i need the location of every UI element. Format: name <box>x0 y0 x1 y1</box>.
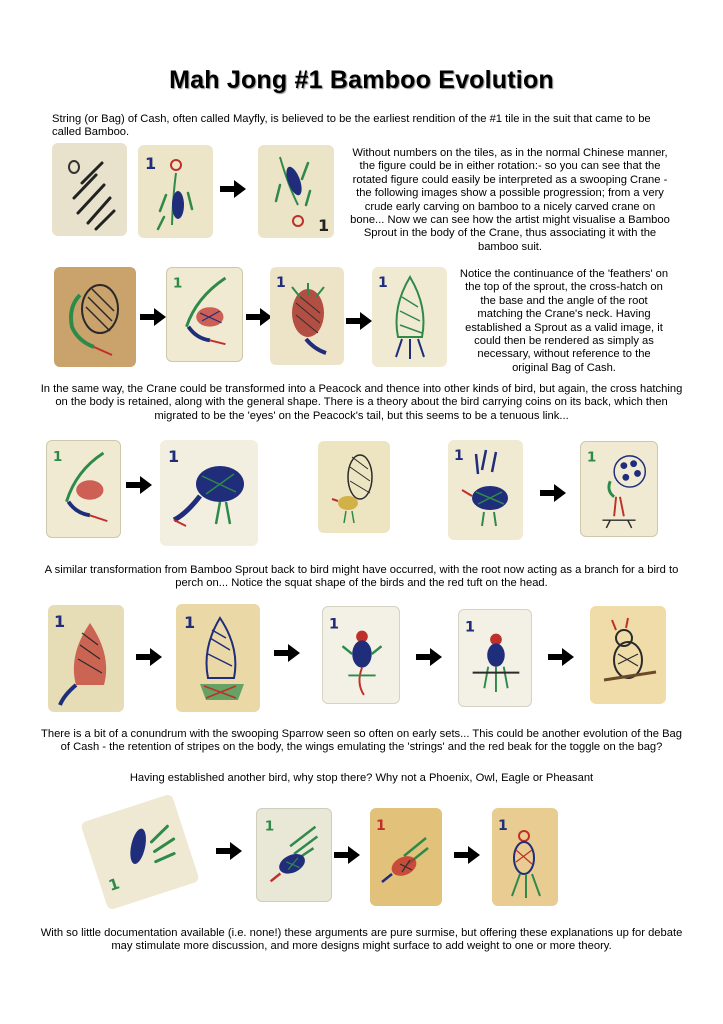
svg-text:1: 1 <box>276 275 286 291</box>
bird-icon <box>448 440 523 540</box>
tile-sparrow-1 <box>256 808 332 902</box>
bamboo-sprout-icon <box>372 267 447 367</box>
closing-paragraph: With so little documentation available (i.e. none!) these arguments are pure surmise, but offering these explanations up for debate may stimulate more discussion, and more designs might surface to add weight to one or more theory. <box>40 927 683 953</box>
svg-text:1: 1 <box>498 818 508 834</box>
svg-text:1: 1 <box>52 448 63 465</box>
tile-bamboo-sprout-3 <box>176 604 260 712</box>
owl-icon <box>590 606 666 704</box>
tile-bag-of-cash-3 <box>80 793 200 910</box>
arrow-icon <box>454 846 480 864</box>
arrow-icon <box>334 846 360 864</box>
arrow-icon <box>216 842 242 860</box>
arrow-icon <box>548 648 574 666</box>
tile-crude-crane <box>54 267 136 367</box>
page-title: Mah Jong #1 Bamboo Evolution <box>169 66 554 94</box>
bag-of-cash-icon <box>80 793 200 910</box>
svg-text:1: 1 <box>454 448 464 464</box>
tile-owl <box>590 606 666 704</box>
crane-icon <box>47 441 120 537</box>
phoenix-paragraph: Having established another bird, why stop there? Why not a Phoenix, Owl, Eagle or Pheasant <box>129 772 594 784</box>
arrow-icon <box>346 312 372 330</box>
sparrow-icon <box>370 808 442 906</box>
similar-paragraph: A similar transformation from Bamboo Sprout back to bird might have occurred, with the root now acting as a branch for a bird to perch on... Notice the squat shape of the birds and the red tuft on the head. <box>44 564 679 590</box>
sprout-paragraph: Notice the continuance of the 'feathers' on the top of the sprout, the cross-hatch on the base and the angle of the root matching the Crane's neck. Having established a Sprout as a valid image, it could then be rendered as simply as necessary, without reference to the original Bag of Cash. <box>459 268 669 374</box>
svg-text:1: 1 <box>106 874 122 895</box>
tile-swooping-crane <box>258 145 334 238</box>
tile-perched-bird-1 <box>322 606 400 704</box>
crude-crane-icon <box>54 267 136 367</box>
bag-of-cash-icon <box>138 145 213 238</box>
svg-text:1: 1 <box>586 449 597 466</box>
bamboo-sprout-icon <box>176 604 260 712</box>
svg-text:1: 1 <box>172 275 183 292</box>
tile-sparrow-2 <box>370 808 442 906</box>
svg-text:1: 1 <box>378 275 388 291</box>
arrow-icon <box>136 648 162 666</box>
tile-peacock-1 <box>160 440 258 546</box>
tile-crane-1 <box>166 267 243 362</box>
svg-text:1: 1 <box>376 818 386 834</box>
sparrow-paragraph: There is a bit of a conundrum with the swooping Sparrow seen so often on early sets... This could be another evolution of the Bag of Cash - the retention of stripes on the body, the wings emulating the 'strings' and the red beak for the toggle on the bag? <box>41 728 682 754</box>
arrow-icon <box>140 308 166 326</box>
arrow-icon <box>126 476 152 494</box>
svg-text:1: 1 <box>54 612 66 631</box>
svg-text:1: 1 <box>318 216 330 235</box>
tile-bird-1 <box>318 441 390 533</box>
intro-paragraph: String (or Bag) of Cash, often called Mayfly, is believed to be the earliest rendition of the #1 tile in the suit that came to be called Bamboo. <box>52 113 651 139</box>
swooping-crane-icon <box>258 145 334 238</box>
arrow-icon <box>540 484 566 502</box>
svg-text:1: 1 <box>264 818 275 835</box>
tile-bamboo-sprout-2 <box>48 605 124 712</box>
perched-bird-icon <box>323 607 399 703</box>
arrow-icon <box>246 308 272 326</box>
tile-phoenix <box>492 808 558 906</box>
perched-bird-icon <box>459 610 531 706</box>
svg-text:1: 1 <box>184 613 196 632</box>
tile-bag-of-cash-1 <box>52 143 127 236</box>
svg-text:1: 1 <box>328 615 340 633</box>
bamboo-sprout-icon <box>48 605 124 712</box>
tile-bag-of-cash-2 <box>138 145 213 238</box>
tile-perched-bird-2 <box>458 609 532 707</box>
svg-text:1: 1 <box>464 618 475 636</box>
crane-icon <box>167 268 242 361</box>
peacock-icon <box>581 442 657 536</box>
bird-icon <box>318 441 390 533</box>
phoenix-icon <box>492 808 558 906</box>
bag-of-cash-icon <box>52 143 127 236</box>
tile-numeral: 1 <box>145 154 157 173</box>
crane-sprout-icon <box>270 267 344 365</box>
arrow-icon <box>274 644 300 662</box>
crane-paragraph: Without numbers on the tiles, as in the normal Chinese manner, the figure could be in either rotation:- so you can see that the rotated figure could easily be interpreted as a swooping Crane - the following images show a possible progression; from a very crude early carving on bamboo to a nicely carved crane on bone... Now we can see how the artist might visualise a Bamboo Sprout in the body of the Crane, thus associating it with the bamboo suit. <box>350 147 670 253</box>
peacock-paragraph: In the same way, the Crane could be transformed into a Peacock and thence into other kinds of bird, but again, the cross hatching on the body is retained, along with the general shape. There is a theory about the bird carrying coins on its back, which then migrated to be the 'eyes' on the Peacock's tail, but this seems to be a tenuous link... <box>40 383 683 422</box>
tile-peacock-2 <box>580 441 658 537</box>
sparrow-icon <box>257 809 331 901</box>
peacock-icon <box>160 440 258 546</box>
svg-text:1: 1 <box>168 447 180 466</box>
tile-crane-2 <box>46 440 121 538</box>
arrow-icon <box>220 180 246 198</box>
arrow-icon <box>416 648 442 666</box>
tile-crane-sprout <box>270 267 344 365</box>
tile-bamboo-sprout-1 <box>372 267 447 367</box>
tile-bird-2 <box>448 440 523 540</box>
